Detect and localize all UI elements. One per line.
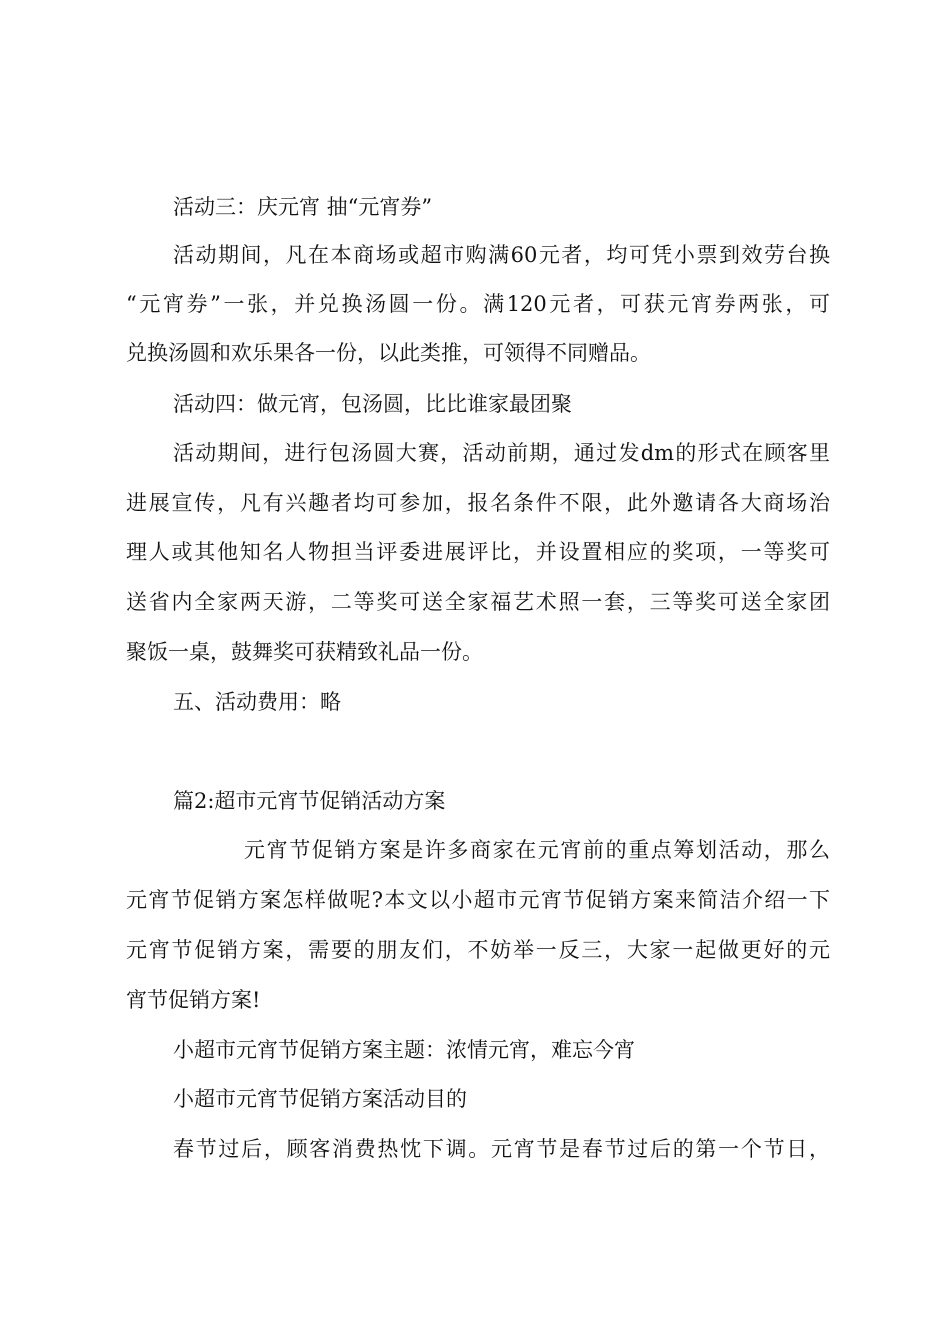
promotion-purpose-heading: 小超市元宵节促销方案活动目的 — [173, 1087, 467, 1111]
activity-four-heading: 活动四：做元宵，包汤圆，比比谁家最团聚 — [173, 392, 572, 416]
intro-paragraph-line: 元宵节促销方案怎样做呢?本文以小超市元宵节促销方案来简洁介绍一下 — [126, 888, 830, 912]
intro-paragraph-line: 元宵节促销方案，需要的朋友们，不妨举一反三，大家一起做更好的元 — [126, 938, 830, 962]
activity-three-paragraph-line: 活动期间，凡在本商场或超市购满60元者，均可凭小票到效劳台换 — [173, 243, 830, 267]
promotion-theme-line: 小超市元宵节促销方案主题：浓情元宵，难忘今宵 — [173, 1038, 635, 1062]
section-two-title: 篇2:超市元宵节促销活动方案 — [173, 789, 446, 813]
activity-four-paragraph-line: 送省内全家两天游，二等奖可送全家福艺术照一套，三等奖可送全家团 — [126, 590, 830, 614]
intro-paragraph-line: 元宵节促销方案是许多商家在元宵前的重点筹划活动，那么 — [244, 838, 830, 862]
activity-three-heading: 活动三：庆元宵 抽“元宵券” — [173, 195, 433, 219]
activity-four-paragraph-line: 活动期间，进行包汤圆大赛，活动前期，通过发dm的形式在顾客里 — [173, 441, 830, 465]
activity-cost-line: 五、活动费用：略 — [173, 690, 341, 714]
activity-three-paragraph-line: “元宵券”一张，并兑换汤圆一份。满120元者，可获元宵券两张，可 — [126, 292, 830, 316]
activity-four-paragraph-line: 理人或其他知名人物担当评委进展评比，并设置相应的奖项，一等奖可 — [126, 540, 830, 564]
purpose-paragraph-line: 春节过后，顾客消费热忱下调。元宵节是春节过后的第一个节日， — [173, 1137, 830, 1161]
intro-paragraph-line: 宵节促销方案! — [126, 988, 261, 1012]
activity-three-paragraph-line: 兑换汤圆和欢乐果各一份，以此类推，可领得不同赠品。 — [126, 341, 651, 365]
activity-four-paragraph-line: 进展宣传，凡有兴趣者均可参加，报名条件不限，此外邀请各大商场治 — [126, 491, 830, 515]
activity-four-paragraph-line: 聚饭一桌，鼓舞奖可获精致礼品一份。 — [126, 640, 483, 664]
